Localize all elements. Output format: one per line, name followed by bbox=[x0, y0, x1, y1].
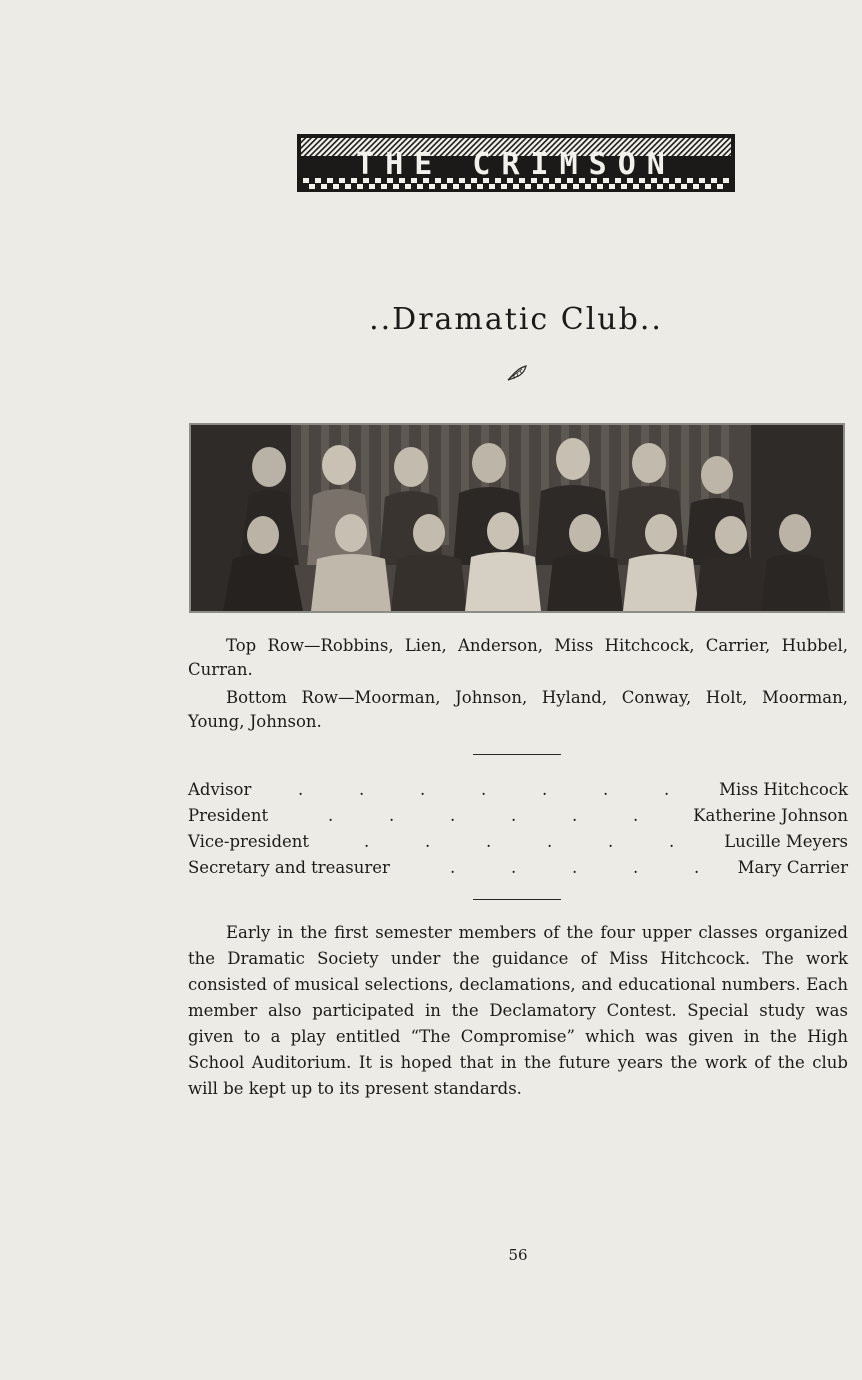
page-title: ..Dramatic Club.. bbox=[369, 302, 663, 337]
officer-name: Katherine Johnson bbox=[693, 806, 848, 825]
leader-dots: . . . . . . bbox=[328, 806, 639, 825]
leaf-ornament-icon bbox=[506, 364, 528, 382]
officer-name: Miss Hitchcock bbox=[719, 780, 848, 799]
caption-top-row-text: Top Row—Robbins, Lien, Anderson, Miss Hitchcock, Carrier, Hubbel, Curran. bbox=[188, 636, 848, 679]
body-paragraph-text: Early in the first semester members of the four upper classes organized the Dramatic Society under the guidance of Miss Hitchcock. The work consisted of musical selections, declamations, and educational numbers. Each member also participated in the Declamatory Contest. Special study was given to a play entitled “The Compromise” which was given in the High School Auditorium. It is hoped that in the future years the work of the club will be kept up to its present standards. bbox=[188, 923, 848, 1098]
masthead-logo bbox=[297, 134, 735, 192]
caption-bottom-row-text: Bottom Row—Moorman, Johnson, Hyland, Conway, Holt, Moorman, Young, Johnson. bbox=[188, 688, 848, 731]
leader-dots: . . . . . . bbox=[364, 832, 675, 851]
caption-top-row bbox=[188, 634, 848, 682]
officer-row-president bbox=[188, 803, 848, 829]
body-paragraph bbox=[188, 920, 848, 1102]
officer-role: Secretary and treasurer bbox=[188, 858, 390, 877]
masthead-text: THE CRIMSON bbox=[356, 147, 676, 182]
officer-row-secretary-treasurer bbox=[188, 855, 848, 881]
officer-row-advisor bbox=[188, 777, 848, 803]
group-photo-image bbox=[191, 425, 843, 611]
leader-dots: . . . . . bbox=[450, 858, 700, 877]
officer-name: Mary Carrier bbox=[737, 858, 848, 877]
page-number: 56 bbox=[508, 1246, 528, 1264]
officer-role: Vice-president bbox=[188, 832, 310, 851]
officer-name: Lucille Meyers bbox=[724, 832, 848, 851]
officer-row-vice-president bbox=[188, 829, 848, 855]
officers-list bbox=[188, 777, 848, 881]
group-photo bbox=[189, 423, 845, 613]
leader-dots: . . . . . . . bbox=[298, 780, 670, 799]
officer-role: President bbox=[188, 806, 269, 825]
divider-rule bbox=[473, 754, 561, 755]
officer-role: Advisor bbox=[188, 780, 252, 799]
caption-bottom-row bbox=[188, 686, 848, 734]
divider-rule bbox=[473, 899, 561, 900]
